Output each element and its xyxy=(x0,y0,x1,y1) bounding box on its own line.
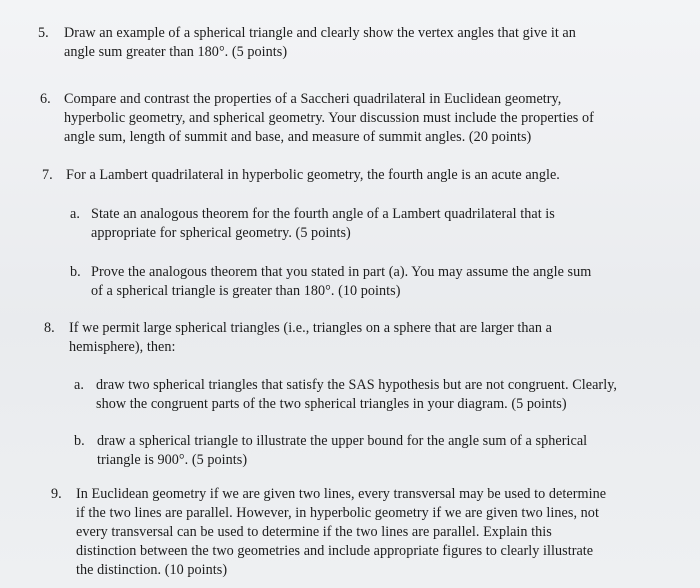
text-line: draw two spherical triangles that satisfy the SAS hypothesis but are not congruent. Clearly, xyxy=(96,377,618,393)
text-line: if the two lines are parallel. However, in hyperbolic geometry if we are given two lines, not xyxy=(76,505,599,521)
part-letter: a. xyxy=(70,206,80,222)
text-line: Draw an example of a spherical triangle and clearly show the vertex angles that give it an xyxy=(64,25,576,41)
text-line: angle sum, length of summit and base, and measure of summit angles. (20 points) xyxy=(64,129,532,145)
text-line: draw a spherical triangle to illustrate the upper bound for the angle sum of a spherical xyxy=(97,433,588,449)
text-line: If we permit large spherical triangles (i.e., triangles on a sphere that are larger than a xyxy=(69,320,552,336)
text-line: Compare and contrast the properties of a Saccheri quadrilateral in Euclidean geometry, xyxy=(64,91,562,107)
text-line: hyperbolic geometry, and spherical geometry. Your discussion must include the properties of xyxy=(64,110,594,126)
part-letter: a. xyxy=(74,377,84,393)
question-number: 7. xyxy=(42,167,53,183)
text-line: For a Lambert quadrilateral in hyperbolic geometry, the fourth angle is an acute angle. xyxy=(66,167,560,183)
text-line: In Euclidean geometry if we are given two lines, every transversal may be used to determine xyxy=(76,486,607,502)
text-line: angle sum greater than 180°. (5 points) xyxy=(64,44,288,60)
text-line: of a spherical triangle is greater than 180°. (10 points) xyxy=(91,283,401,299)
question-number: 5. xyxy=(38,25,49,41)
text-line: hemisphere), then: xyxy=(69,339,176,355)
text-line: Prove the analogous theorem that you stated in part (a). You may assume the angle sum xyxy=(91,264,592,280)
text-line: the distinction. (10 points) xyxy=(76,562,228,578)
question-text xyxy=(76,485,606,580)
question-number: 8. xyxy=(44,320,55,336)
text-line: every transversal can be used to determine if the two lines are parallel. Explain this xyxy=(76,524,552,540)
text-line: appropriate for spherical geometry. (5 points) xyxy=(91,225,351,241)
question-number: 9. xyxy=(51,486,62,502)
text-line: distinction between the two geometries and include appropriate figures to clearly illustrate xyxy=(76,543,594,559)
part-letter: b. xyxy=(74,433,85,449)
text-line: State an analogous theorem for the fourth angle of a Lambert quadrilateral that is xyxy=(91,206,555,222)
text-line: triangle is 900°. (5 points) xyxy=(97,452,248,468)
question-number: 6. xyxy=(40,91,51,107)
part-letter: b. xyxy=(70,264,81,280)
text-line: show the congruent parts of the two spherical triangles in your diagram. (5 points) xyxy=(96,396,567,412)
